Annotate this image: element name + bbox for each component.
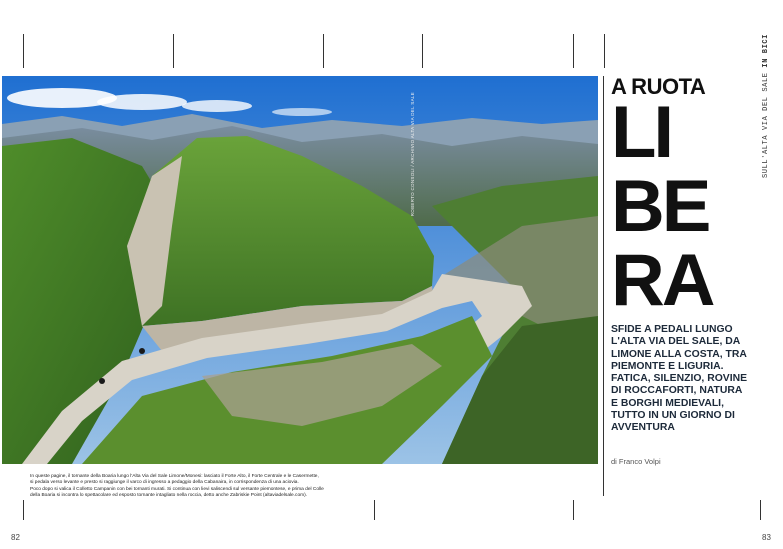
caption-line-1: In queste pagine, il tornante della Boaria lungo l'Alta Via del Sale Limone/Monesi: lasciato il Forte Alto, il Forte Centrale e le Casermette,	[30, 474, 319, 479]
photo-credit: ROBERTO CONSOLI / ARCHIVIO ALTA VIA DEL SALE	[410, 92, 415, 217]
caption-line-2: si pedala verso levante e presto si raggiunge il varco di ingresso a pedaggio della Cabanaira, in corrispondenza di una aciovia.	[30, 480, 299, 486]
author-byline: di Franco Volpi	[611, 457, 661, 466]
photo-caption	[30, 474, 360, 500]
headline-line-2: BE	[611, 166, 709, 247]
section-label-text: SULL'ALTA VIA DEL SALE	[762, 67, 770, 179]
headline-line-1: LI	[611, 92, 672, 173]
caption-line-4: della Boaria si incontra lo spettacolare ed esposto tornante intagliato nella roccia, detto anche Zabriskie Point (altaviadelsale.com).	[30, 493, 308, 499]
top-rule-1	[23, 34, 24, 68]
subheadline: SFIDE A PEDALI LUNGO L'ALTA VIA DEL SALE, DA LIMONE ALLA COSTA, TRA PIEMONTE E LIGURIA. FATICA, SILENZIO, ROVINE DI ROCCAFORTI, NATURA E BORGHI MEDIEVALI, TUTTO IN UN GIORNO DI AVVENTURA	[611, 324, 748, 434]
right-column-rule	[603, 76, 604, 496]
page-number-right: 83	[762, 533, 771, 542]
section-label-bold: IN BICI	[762, 34, 770, 68]
top-rule-3	[323, 34, 324, 68]
caption-line-3: Poco dopo si valica il Colletto Campanin con bei tornanti murati. Si continua con lievi saliscendi sul versante piemontese, e prima del Colle	[30, 486, 324, 492]
bottom-rule-4	[760, 500, 761, 520]
top-rule-2	[173, 34, 174, 68]
top-rule-6	[604, 34, 605, 68]
bottom-rule-2	[374, 500, 375, 520]
bottom-rule-1	[23, 500, 24, 520]
page-number-left: 82	[11, 533, 20, 542]
bottom-rule-3	[573, 500, 574, 520]
headline-line-3: RA	[611, 240, 713, 321]
top-rule-5	[573, 34, 574, 68]
headline-top: A RUOTA	[611, 74, 706, 99]
top-rule-4	[422, 34, 423, 68]
mountain-road-photo	[2, 76, 598, 464]
section-label	[762, 34, 770, 178]
